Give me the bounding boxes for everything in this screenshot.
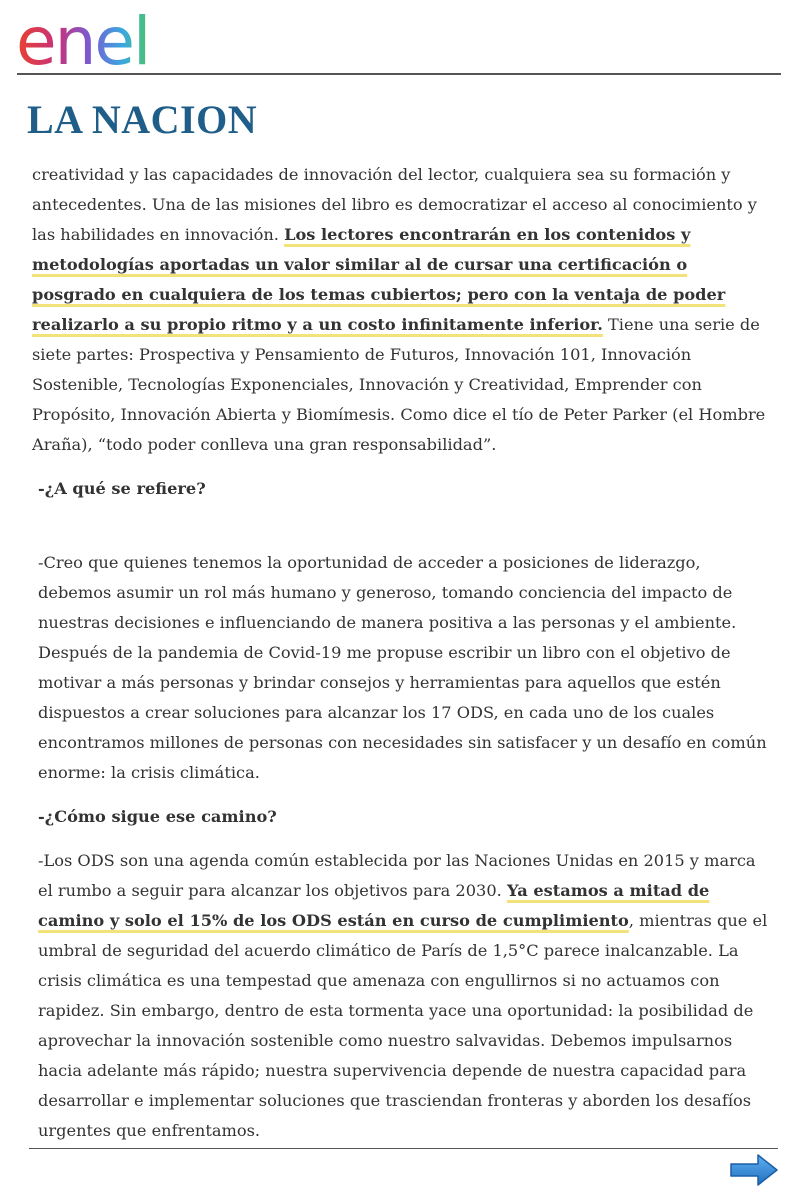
footer-divider [29, 1148, 778, 1149]
header-divider [17, 73, 781, 75]
question-heading-1: -¿A qué se refiere? [38, 479, 206, 498]
article-paragraph-3 [32, 846, 772, 1146]
article-paragraph-1 [32, 160, 772, 460]
paragraph-3-text-cont: , mientras que el umbral de seguridad del acuerdo climático de París de 1,5°C parece inalcanzable. La crisis climática es una tempestad que amenaza con engullirnos si no actuamos con rapidez. Sin embargo, dentro de esta tormenta yace una oportunidad: la posibilidad de aprovechar la innovación sostenible como nuestro salvavidas. Debemos impulsarnos hacia adelante más rápido; nuestra supervivencia depende de nuestra capacidad para desarrollar e implementar soluciones que trasciendan fronteras y aborden los desafíos urgentes que enfrentamos. [38, 911, 768, 1140]
article-paragraph-2: -Creo que quienes tenemos la oportunidad de acceder a posiciones de liderazgo, debemos asumir un rol más humano y generoso, tomando conciencia del impacto de nuestras decisiones e influenciando de manera positiva a las personas y el ambiente. Después de la pandemia de Covid-19 me propuse escribir un libro con el objetivo de motivar a más personas y brindar consejos y herramientas para aquellos que estén dispuestos a crear soluciones para alcanzar los 17 ODS, en cada uno de los cuales encontramos millones de personas con necesidades sin satisfacer y un desafío en común enorme: la crisis climática. [38, 553, 767, 782]
highlighted-quote-2: Ya estamos a mitad de camino y solo el 15% de los ODS están en curso de cumplimiento [38, 881, 710, 930]
question-heading-2: -¿Cómo sigue ese camino? [38, 807, 277, 826]
paragraph-1-text: creatividad y las capacidades de innovación del lector, cualquiera sea su formación y antecedentes. Una de las misiones del libro es democratizar el acceso al conocimiento y las habilidades en innovación. [32, 165, 757, 244]
masthead: LA NACION [27, 97, 258, 142]
enel-logo-text: enel [16, 4, 150, 74]
right-arrow-icon [728, 1152, 780, 1188]
paragraph-1-text-cont: Tiene una serie de siete partes: Prospectiva y Pensamiento de Futuros, Innovación 101, Innovación Sostenible, Tecnologías Exponenciales, Innovación y Creatividad, Emprender con Propósito, Innovación Abierta y Biomímesis. Como dice el tío de Peter Parker (el Hombre Araña), “todo poder conlleva una gran responsabilidad”. [32, 315, 766, 454]
next-page-button[interactable] [728, 1152, 780, 1188]
paragraph-3-text: -Los ODS son una agenda común establecida por las Naciones Unidas en 2015 y marca el rumbo a seguir para alcanzar los objetivos para 2030. [38, 851, 756, 900]
enel-logo [16, 4, 196, 74]
highlighted-quote-1: Los lectores encontrarán en los contenidos y metodologías aportadas un valor similar al de cursar una certificación o posgrado en cualquiera de los temas cubiertos; pero con la ventaja de poder realizarlo a su propio ritmo y a un costo infinitamente inferior. [32, 225, 726, 334]
article-body [32, 160, 772, 1146]
